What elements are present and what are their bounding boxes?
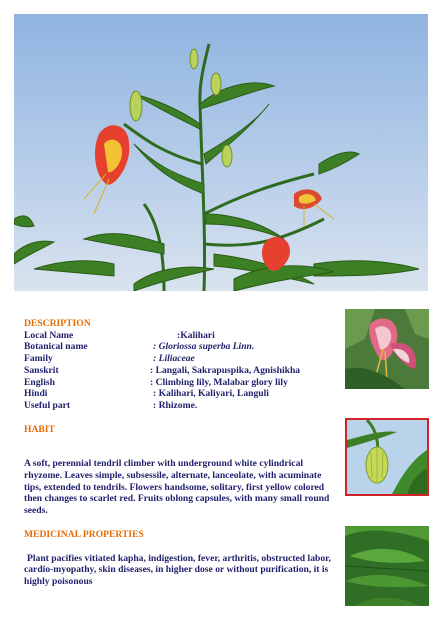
row-botanical-name xyxy=(24,341,334,353)
row-local-name xyxy=(24,330,334,342)
row-hindi xyxy=(24,388,334,400)
row-family xyxy=(24,353,334,365)
row-value: : Climbing lily, Malabar glory lily xyxy=(150,376,288,388)
medicinal-text: Plant pacifies vitiated kapha, indigestion, fever, arthritis, obstructed labor, cardio-myopathy, skin diseases, in higher dose or without purification, it is highly poisonous xyxy=(24,552,331,587)
row-key: English xyxy=(24,376,55,388)
row-key: Useful part xyxy=(24,399,71,411)
row-key: Botanical name xyxy=(24,341,88,353)
content-column xyxy=(24,318,334,588)
leaves-thumbnail xyxy=(345,526,429,606)
description-heading: DESCRIPTION xyxy=(24,318,91,329)
row-value: : Rhizome. xyxy=(153,399,198,411)
row-value: : Langali, Sakrapuspika, Agnishikha xyxy=(150,364,301,376)
row-key: Local Name xyxy=(24,329,74,341)
bud-thumbnail xyxy=(345,418,429,496)
row-key: Hindi xyxy=(24,388,48,400)
flower-closeup-thumbnail xyxy=(345,309,429,389)
row-sanskrit xyxy=(24,365,334,377)
row-value: : Gloriossa superba Linn. xyxy=(153,341,255,353)
habit-text: A soft, perennial tendril climber with underground white cylindrical rhyzome. Leaves simple, subsessile, alternate, lanceolate, with acuminate tips, extended to tendrils. Flowers handsome, solitary, first yellow colored then changes to scarlet red. Fruits oblong capsules, with many small round seeds. xyxy=(24,458,330,517)
hero-plant-photo xyxy=(14,14,428,291)
row-useful-part xyxy=(24,400,334,412)
row-value: :Kalihari xyxy=(177,329,215,341)
row-key: Family xyxy=(24,353,53,365)
habit-heading: HABIT xyxy=(24,423,55,435)
medicinal-heading: MEDICINAL PROPERTIES xyxy=(24,528,144,540)
row-key: Sanskrit xyxy=(24,364,59,376)
row-value: : Kalihari, Kaliyari, Languli xyxy=(153,388,269,400)
row-value: : Liliaceae xyxy=(153,353,195,365)
row-english xyxy=(24,377,334,389)
